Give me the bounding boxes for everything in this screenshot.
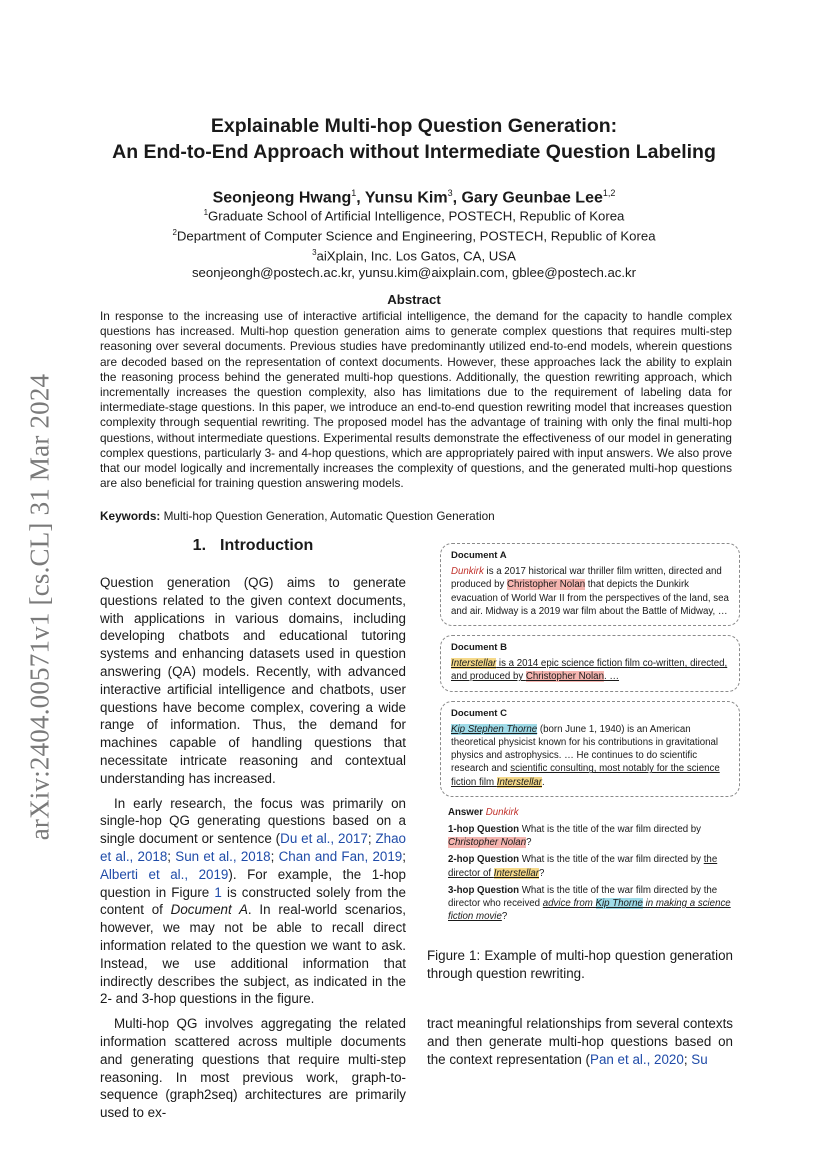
citation-separator: ; — [367, 831, 376, 847]
question-label: 2-hop Question — [448, 854, 520, 866]
section-title: Introduction — [220, 537, 314, 554]
author-separator: , — [356, 189, 365, 207]
document-text: (born June 1, 1940) is an American theoretical physicist known for his contributions in gravitational physics and astrophysics. … He continues to do scientific research and — [451, 723, 719, 775]
author-emails: seonjeongh@postech.ac.kr, yunsu.kim@aixplain.com, gblee@postech.ac.kr — [191, 264, 637, 280]
question-1-hop — [448, 823, 740, 849]
document-text: . — [542, 776, 545, 788]
intro-paragraph-3: Multi-hop QG involves aggregating the related information scattered across multiple documents and generating questions that require multi-step reasoning. In most previous work, graph-to-sequence (graph2seq) architectures are primarily used to ex- — [100, 1016, 406, 1121]
affiliation-1 — [80, 205, 748, 225]
underlined-relation: in making a science fiction movie — [448, 898, 731, 923]
entity-highlight-red: Christopher Nolan — [507, 579, 586, 591]
citation-link[interactable]: Alberti et al., 2019 — [100, 866, 229, 882]
intro-paragraph-1: Question generation (QG) aims to generate questions related to the given context documents, with applications in various domains, including developing chatbots and educational tutoring systems and enhancing datasets used in question answering (QA) models. Recently, with advanced interactive artificial intelligence and chatbots, user questions have become complex, covering a wide range of information. Thus, the demand for machines capable of handling questions that necessitate intricate reasoning and contextual understanding has increased. — [100, 575, 406, 786]
author-1-affil: 1 — [351, 188, 357, 198]
entity-highlight-blue: Kip Thorne — [595, 898, 643, 910]
document-text: is a 2017 historical war thriller film written, directed and produced by — [451, 566, 722, 591]
underlined-relation: scientific consulting, most notably for the science fiction film — [451, 763, 720, 788]
answer-line — [448, 806, 740, 819]
question-3-hop — [448, 884, 740, 924]
answer-label: Answer — [448, 806, 483, 818]
figure-reference-link[interactable]: 1 — [214, 884, 222, 900]
answer-and-questions — [448, 806, 740, 924]
question-text: ? — [501, 911, 508, 923]
affiliation-text: aiXplain, Inc. Los Gatos, CA, USA — [316, 248, 516, 264]
document-text: . … — [603, 671, 620, 683]
keywords-label: Keywords: — [100, 509, 161, 523]
document-a-reference: Document A — [170, 902, 248, 918]
question-2-hop — [448, 853, 740, 879]
affiliation-marker: 3 — [312, 247, 317, 257]
abstract-heading: Abstract — [387, 292, 441, 307]
document-text: is a 2014 epic science fiction film co-written, directed, and produced by — [451, 658, 728, 683]
figure-caption: Figure 1: Example of multi-hop question generation through question rewriting. — [427, 948, 733, 981]
question-text: ? — [539, 867, 545, 879]
affiliation-text: Graduate School of Artificial Intelligence, POSTECH, Republic of Korea — [208, 208, 625, 224]
document-c-box — [440, 701, 740, 797]
arxiv-identifier-text: arXiv:2404.00571v1 [cs.CL] 31 Mar 2024 — [24, 373, 55, 841]
question-label: 1-hop Question — [448, 824, 520, 836]
title-line-1: Explainable Multi-hop Question Generation: — [210, 115, 618, 137]
keywords-text: Multi-hop Question Generation, Automatic Question Generation — [160, 509, 495, 523]
paragraph-text: tract meaningful relationships from several contexts and then generate multi-hop questions based on the context representation ( — [427, 1016, 733, 1067]
citation-separator: ; — [270, 848, 279, 864]
answer-entity: Dunkirk — [451, 566, 484, 578]
entity-highlight-blue: Kip Stephen Thorne — [451, 723, 538, 735]
entity-highlight-red: Christopher Nolan — [525, 671, 604, 683]
paragraph-text: . In real-world scenarios, however, we may not be able to recall direct information related to the question we want to ask. Instead, we use additional information that indirectly describes the subject, as indicated in the 2- and 3-hop questions in the figure. — [100, 902, 406, 1007]
document-b-box — [440, 635, 740, 692]
author-2: Yunsu Kim — [364, 189, 448, 207]
document-a-title: Document A — [451, 550, 507, 561]
document-c-title: Document C — [451, 707, 507, 719]
author-1: Seonjeong Hwang — [212, 189, 352, 207]
author-separator: , — [452, 189, 462, 207]
affiliation-2 — [80, 225, 748, 245]
affiliation-3 — [80, 245, 748, 265]
author-2-affil: 3 — [447, 188, 453, 198]
citation-link[interactable]: Sun et al., 2018 — [175, 848, 271, 864]
arxiv-identifier — [22, 362, 58, 852]
citation-link[interactable]: Pan et al., 2020 — [590, 1051, 684, 1067]
intro-paragraph-2 — [100, 795, 406, 1009]
keywords — [100, 509, 495, 523]
entity-highlight-yellow: Interstellar — [493, 867, 539, 879]
figure-1 — [440, 543, 740, 927]
question-text: What is the title of the war film directed by — [519, 824, 702, 836]
citation-link[interactable]: Su — [691, 1051, 708, 1067]
author-3-affil: 1,2 — [602, 188, 616, 198]
paragraph-text: is constructed solely from the content of — [100, 884, 406, 918]
citation-link[interactable]: Zhao et al., 2018 — [100, 831, 406, 864]
question-text: ? — [526, 837, 532, 849]
affiliations — [80, 205, 748, 281]
document-c-text — [451, 723, 729, 789]
document-b-text — [451, 657, 729, 683]
affiliation-marker: 1 — [203, 208, 209, 217]
question-label: 3-hop Question — [448, 884, 520, 896]
document-a-box — [440, 543, 740, 626]
affiliation-text: Department of Computer Science and Engineering, POSTECH, Republic of Korea — [176, 228, 656, 244]
citation-separator: ; — [402, 848, 406, 864]
entity-highlight-yellow: Interstellar — [496, 776, 542, 788]
section-heading-introduction — [100, 537, 406, 555]
paragraph-text: In early research, the focus was primarily on single-hop QG generating questions based on a single document or sentence ( — [100, 795, 406, 847]
abstract-body: In response to the increasing use of interactive artificial intelligence, the demand for the capacity to handle complex questions has increased. Multi-hop question generation aims to generate complex questions that requires multi-step reasoning over several documents. Previous studies have predominantly utilized end-to-end models, wherein questions are decoded based on the representation of context documents. However, these approaches lack the ability to explain the reasoning process behind the generated multi-hop questions. Additionally, the question rewriting approach, which incrementally increases the question complexity, also has limitations due to the requirement of labeling data for intermediate-stage questions. In this paper, we introduce an end-to-end question rewriting model that increases question complexity through sequential rewriting. The proposed model has the advantage of training with only the final multi-hop questions, without intermediate questions. Experimental results demonstrate the effectiveness of our model in generating complex questions, particularly 3- and 4-hop questions, which are appropriately paired with input answers. We also prove that our model logically and incrementally increases the complexity of questions, and the generated multi-hop questions are also beneficial for training question answering models. — [100, 309, 732, 491]
paragraph-text: ). For example, the 1-hop question in Figure — [100, 866, 406, 900]
document-b-title: Document B — [451, 642, 507, 654]
affiliation-marker: 2 — [172, 227, 177, 237]
answer-value: Dunkirk — [485, 806, 519, 818]
entity-highlight-yellow: Interstellar — [451, 658, 497, 670]
section-number: 1. — [192, 537, 207, 554]
paper-title — [80, 113, 748, 165]
right-column-body — [427, 1015, 733, 1068]
document-text: that depicts the Dunkirk evacuation of World War II from the perspectives of the land, sea and air. Midway is a 2019 war film about the Battle of Midway, … — [451, 579, 729, 617]
citation-separator: ; — [167, 848, 176, 864]
left-column-body — [100, 574, 406, 1129]
entity-highlight-red: Christopher Nolan — [448, 837, 527, 849]
citation-link[interactable]: Du et al., 2017 — [280, 831, 368, 847]
citation-separator: ; — [683, 1051, 692, 1067]
title-line-2: An End-to-End Approach without Intermediate Question Labeling — [112, 141, 716, 163]
question-text: What is the title of the war film directed by the director who received — [448, 884, 718, 910]
question-text: What is the title of the war film directed by — [519, 854, 704, 866]
document-a-text — [451, 565, 729, 618]
citation-link[interactable]: Chan and Fan, 2019 — [278, 848, 403, 864]
underlined-relation: advice from — [542, 898, 596, 910]
author-3: Gary Geunbae Lee — [461, 189, 603, 207]
underlined-relation: the director of — [448, 854, 718, 879]
